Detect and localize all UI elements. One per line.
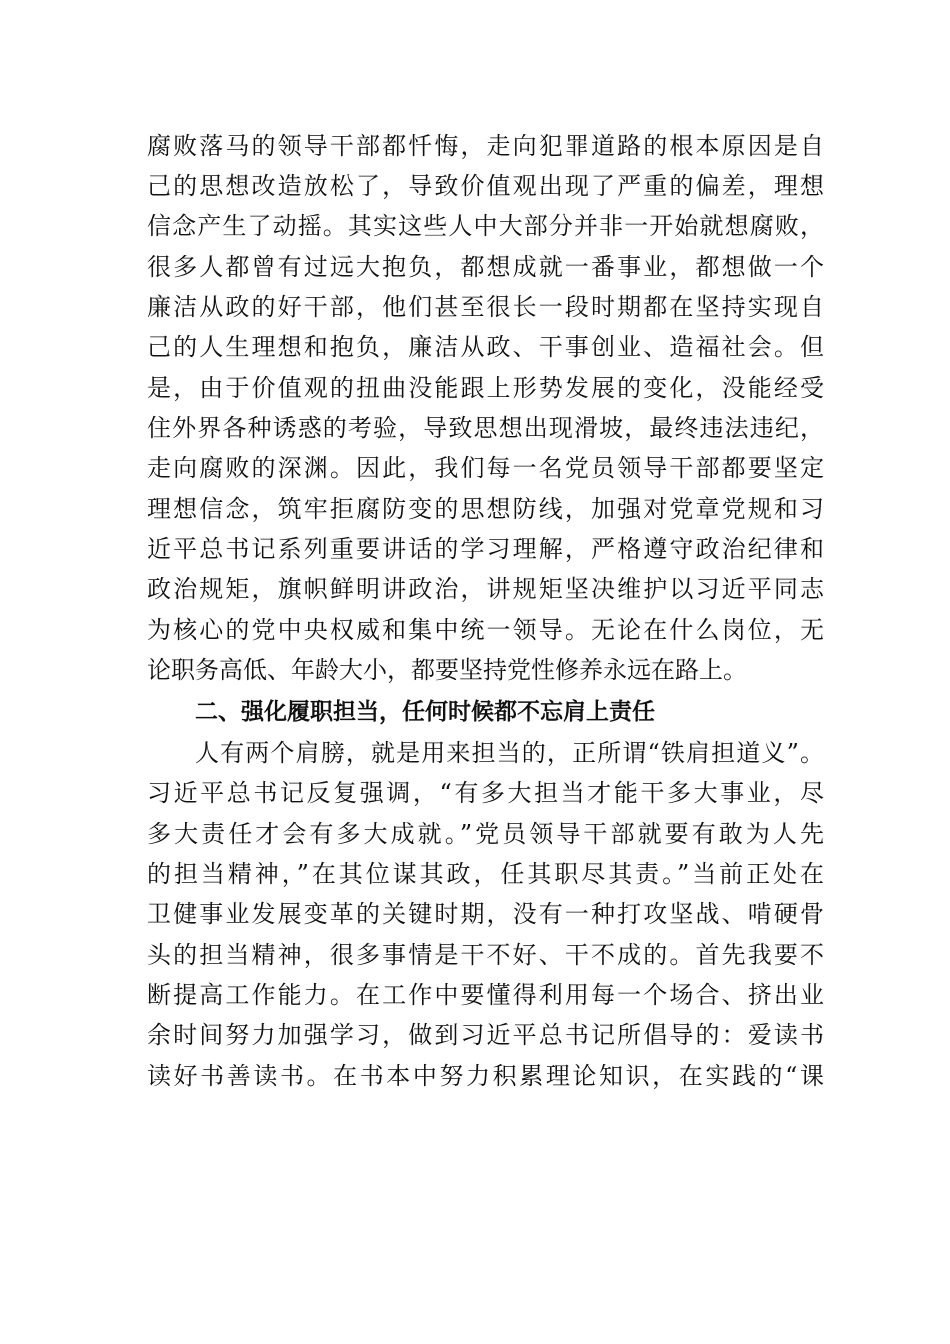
paragraph-line: 己的人生理想和抱负，廉洁从政、干事创业、造福社会。但 <box>147 333 824 361</box>
paragraph-line: 己的思想改造放松了，导致价值观出现了严重的偏差，理想 <box>147 172 824 200</box>
paragraph-line: 卫健事业发展变革的关键时期，没有一种打攻坚战、啃硬骨 <box>147 900 824 928</box>
paragraph-line: 头的担当精神，很多事情是干不好、干不成的。首先我要不 <box>147 941 824 969</box>
paragraph-line: 腐败落马的领导干部都忏悔，走向犯罪道路的根本原因是自 <box>147 132 824 160</box>
paragraph-line: 是，由于价值观的扭曲没能跟上形势发展的变化，没能经受 <box>147 374 824 402</box>
paragraph-line: 人有两个肩膀，就是用来担当的，正所谓“铁肩担道义”。 <box>195 739 824 767</box>
paragraph-line: 住外界各种诱惑的考验，导致思想出现滑坡，最终违法违纪， <box>147 414 824 442</box>
paragraph-line: 很多人都曾有过远大抱负，都想成就一番事业，都想做一个 <box>147 253 824 281</box>
paragraph-line: 为核心的党中央权威和集中统一领导。无论在什么岗位，无 <box>147 616 824 644</box>
paragraph-line: 的担当精神，”在其位谋其政，任其职尽其责。”当前正处在 <box>147 860 824 888</box>
paragraph-line: 近平总书记系列重要讲话的学习理解，严格遵守政治纪律和 <box>147 535 824 563</box>
section-heading: 二、强化履职担当，任何时候都不忘肩上责任 <box>195 699 655 725</box>
paragraph-line: 断提高工作能力。在工作中要懂得利用每一个场合、挤出业 <box>147 981 824 1009</box>
paragraph-line: 习近平总书记反复强调，“有多大担当才能干多大事业，尽 <box>147 779 824 807</box>
paragraph-line: 论职务高低、年龄大小，都要坚持党性修养永远在路上。 <box>147 656 747 684</box>
paragraph-line: 多大责任才会有多大成就。”党员领导干部就要有敢为人先 <box>147 820 824 848</box>
paragraph-line: 读好书善读书。在书本中努力积累理论知识，在实践的“课 <box>147 1062 824 1090</box>
paragraph-line: 走向腐败的深渊。因此，我们每一名党员领导干部都要坚定 <box>147 454 824 482</box>
paragraph-line: 信念产生了动摇。其实这些人中大部分并非一开始就想腐败， <box>147 212 824 240</box>
paragraph-line: 理想信念，筑牢拒腐防变的思想防线，加强对党章党规和习 <box>147 495 824 523</box>
paragraph-line: 政治规矩，旗帜鲜明讲政治，讲规矩坚决维护以习近平同志 <box>147 575 824 603</box>
paragraph-line: 余时间努力加强学习，做到习近平总书记所倡导的：爱读书 <box>147 1021 824 1049</box>
paragraph-line: 廉洁从政的好干部，他们甚至很长一段时期都在坚持实现自 <box>147 293 824 321</box>
